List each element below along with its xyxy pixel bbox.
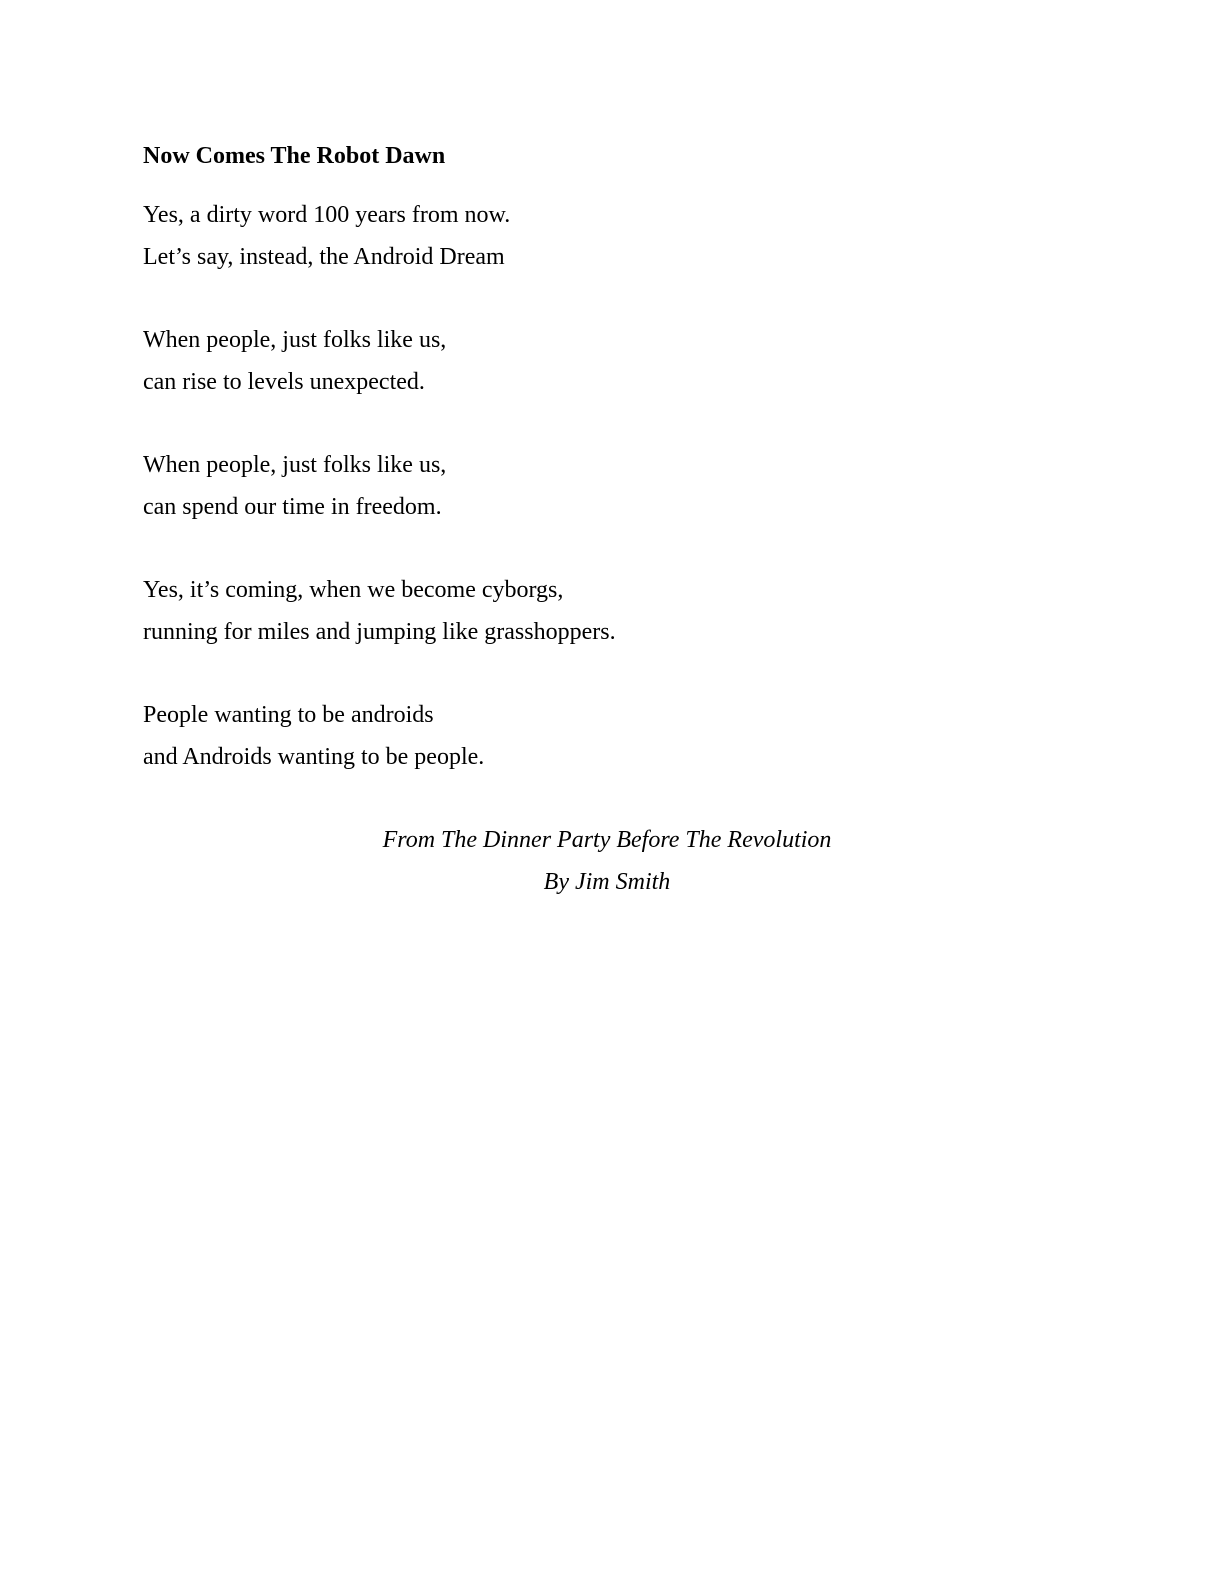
poem-title: Now Comes The Robot Dawn <box>143 143 446 169</box>
attribution-author: By Jim Smith <box>543 868 671 895</box>
stanza-line: can spend our time in freedom. <box>143 493 442 520</box>
stanza-line: Yes, it’s coming, when we become cyborgs, <box>143 577 564 603</box>
stanza-line: When people, just folks like us, <box>143 327 447 353</box>
stanza-line: and Androids wanting to be people. <box>143 743 485 770</box>
stanza-line: People wanting to be androids <box>143 702 434 728</box>
document-page <box>143 136 1083 903</box>
stanza-line: Let’s say, instead, the Android Dream <box>143 243 505 270</box>
attribution-source: From The Dinner Party Before The Revolution <box>382 827 832 853</box>
stanza-line: Yes, a dirty word 100 years from now. <box>143 202 511 228</box>
attribution <box>143 820 1071 903</box>
stanza-line: can rise to levels unexpected. <box>143 368 425 395</box>
stanza-line: When people, just folks like us, <box>143 452 447 478</box>
stanza-4 <box>143 570 1083 653</box>
stanza-1 <box>143 195 1083 278</box>
stanza-line: running for miles and jumping like grasshoppers. <box>143 618 616 645</box>
stanza-2 <box>143 320 1083 403</box>
stanza-3 <box>143 445 1083 528</box>
stanza-5 <box>143 695 1083 778</box>
